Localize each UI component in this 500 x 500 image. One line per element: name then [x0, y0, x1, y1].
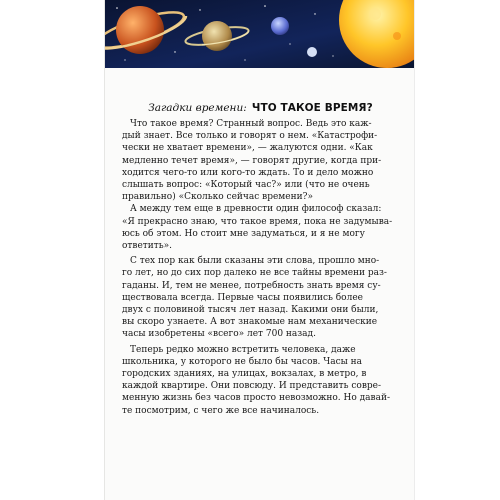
- space-banner: [105, 0, 415, 68]
- text-line: ществовала всегда. Первые часы появились более: [122, 292, 363, 303]
- paragraph: [122, 203, 399, 252]
- text-line: каждой квартире. Они повсюду. И представить совре-: [122, 381, 382, 392]
- paragraph: [122, 255, 399, 340]
- text-line: «Я прекрасно знаю, что такое время, пока не задумыва-: [122, 216, 393, 227]
- text-line: ответить».: [122, 241, 173, 252]
- text-line: дый знает. Все только и говорят о нем. «Катастрофи-: [122, 131, 378, 142]
- text-line: Теперь редко можно встретить человека, даже: [130, 344, 356, 355]
- chapter-heading: [105, 96, 415, 115]
- text-line: двух с половиной тысяч лет назад. Какими они были,: [122, 305, 379, 316]
- text-line: вы скоро узнаете. А вот знакомые нам механические: [122, 317, 378, 328]
- text-line: часы изобретены «всего» лет 700 назад.: [122, 329, 316, 340]
- text-line: Что такое время? Странный вопрос. Ведь это каж-: [130, 119, 372, 129]
- text-line: го лет, но до сих пор далеко не все тайны времени раз-: [122, 268, 387, 279]
- heading-series: Загадки времени:: [148, 102, 247, 114]
- text-line: медленно течет время», — говорят другие, когда при-: [122, 155, 382, 166]
- text-line: юсь об этом. Но стоит мне задуматься, и я не могу: [122, 228, 365, 239]
- text-line: гаданы. И, тем не менее, потребность знать время су-: [122, 280, 381, 291]
- paragraph: [122, 344, 399, 417]
- space-illustration: [105, 0, 415, 68]
- text-line: менную жизнь без часов просто невозможно. Но давай-: [122, 393, 391, 404]
- text-line: С тех пор как были сказаны эти слова, прошло мно-: [130, 256, 380, 267]
- text-line: ходится чего-то или кого-то ждать. То и дело можно: [122, 167, 374, 178]
- text-line: правильно) «Сколько сейчас времени?»: [122, 192, 313, 203]
- book-page: [104, 0, 415, 500]
- text-line: А между тем еще в древности один философ сказал:: [130, 204, 382, 215]
- text-line: слышать вопрос: «Который час?» или (что не очень: [122, 180, 370, 191]
- text-line: школьника, у которого не было бы часов. Часы на: [122, 356, 363, 367]
- text-line: городских зданиях, на улицах, вокзалах, в метро, в: [122, 369, 367, 380]
- heading-title: ЧТО ТАКОЕ ВРЕМЯ?: [251, 102, 373, 114]
- paragraph: [122, 118, 399, 203]
- text-line: те посмотрим, с чего же все начиналось.: [122, 405, 320, 416]
- article-body: [122, 118, 399, 417]
- text-line: чески не хватает времени», — жалуются одни. «Как: [122, 143, 373, 154]
